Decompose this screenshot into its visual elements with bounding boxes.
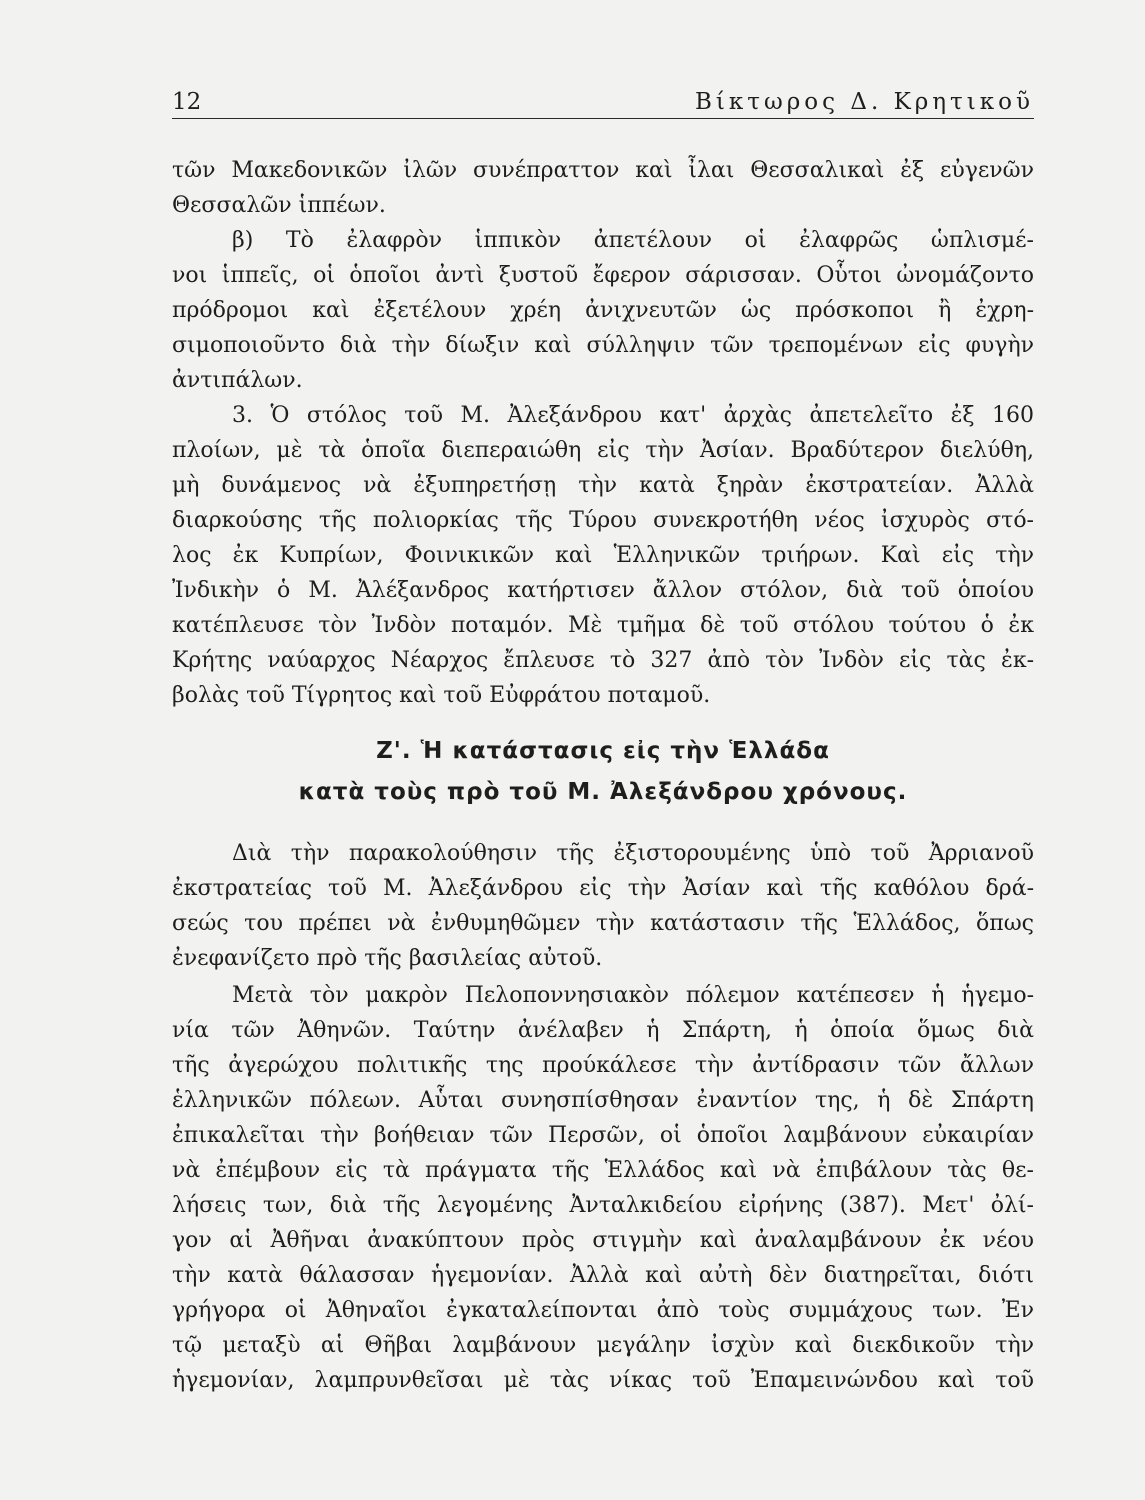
text-line: β) Τὸ ἐλαφρὸν ἱππικὸν ἀπετέλουν οἱ ἐλαφρῶς ὡπλισμέ- — [232, 228, 1034, 253]
text-line: γον αἱ Ἀθῆναι ἀνακύπτουν πρὸς στιγμὴν καὶ ἀναλαμβάνουν ἐκ νέου — [172, 1228, 1034, 1253]
text-line: Μετὰ τὸν μακρὸν Πελοποννησιακὸν πόλεμον κατέπεσεν ἡ ἡγεμο- — [232, 983, 1034, 1008]
text-line: κατέπλευσε τὸν Ἰνδὸν ποταμόν. Μὲ τμῆμα δὲ τοῦ στόλου τούτου ὁ ἐκ — [172, 613, 1034, 638]
text-line: τῆς ἀγερώχου πολιτικῆς της προύκάλεσε τὴν ἀντίδρασιν τῶν ἄλλων — [172, 1053, 1034, 1078]
text-line: Κρήτης ναύαρχος Νέαρχος ἔπλευσε τὸ 327 ἀπὸ τὸν Ἰνδὸν εἰς τὰς ἐκ- — [172, 648, 1034, 673]
body-text — [172, 153, 1034, 1398]
paragraph — [172, 223, 1034, 398]
text-line: νία τῶν Ἀθηνῶν. Ταύτην ἀνέλαβεν ἡ Σπάρτη, ἡ ὁποία ὅμως διὰ — [172, 1018, 1034, 1043]
text-line: τῶν Μακεδονικῶν ἰλῶν συνέπραττον καὶ ἶλαι Θεσσαλικαὶ ἐξ εὐγενῶν — [172, 158, 1034, 183]
running-head: Βίκτωρος Δ. Κρητικοῦ — [695, 89, 1034, 115]
paragraph — [172, 978, 1034, 1398]
text-line: ἑλληνικῶν πόλεων. Αὗται συνησπίσθησαν ἐναντίον της, ἡ δὲ Σπάρτη — [172, 1088, 1034, 1113]
text-line: διαρκούσης τῆς πολιορκίας τῆς Τύρου συνεκροτήθη νέος ἰσχυρὸς στό- — [172, 508, 1034, 533]
text-line: Ἰνδικὴν ὁ Μ. Ἀλέξανδρος κατήρτισεν ἄλλον στόλον, διὰ τοῦ ὁποίου — [172, 578, 1034, 603]
page-number: 12 — [172, 89, 202, 115]
text-line: λήσεις των, διὰ τῆς λεγομένης Ἀνταλκιδείου εἰρήνης (387). Μετ' ὀλί- — [172, 1193, 1034, 1218]
text-line: ἐκστρατείας τοῦ Μ. Ἀλεξάνδρου εἰς τὴν Ἀσίαν καὶ τῆς καθόλου δρά- — [172, 876, 1034, 901]
text-line: 3. Ὁ στόλος τοῦ Μ. Ἀλεξάνδρου κατ' ἀρχὰς ἀπετελεῖτο ἐξ 160 — [232, 403, 1034, 428]
text-line: τὴν κατὰ θάλασσαν ἡγεμονίαν. Ἀλλὰ καὶ αὐτὴ δὲν διατηρεῖται, διότι — [172, 1263, 1034, 1288]
text-line: βολὰς τοῦ Τίγρητος καὶ τοῦ Εὐφράτου ποταμοῦ. — [172, 683, 711, 708]
text-line: νοι ἱππεῖς, οἱ ὁποῖοι ἀντὶ ξυστοῦ ἔφερον σάρισσαν. Οὗτοι ὠνομάζοντο — [172, 263, 1034, 288]
text-line: γρήγορα οἱ Ἀθηναῖοι ἐγκαταλείπονται ἀπὸ τοὺς συμμάχους των. Ἐν — [172, 1298, 1034, 1323]
text-line: λος ἐκ Κυπρίων, Φοινικικῶν καὶ Ἑλληνικῶν τριήρων. Καὶ εἰς τὴν — [172, 543, 1034, 568]
text-line: νὰ ἐπέμβουν εἰς τὰ πράγματα τῆς Ἑλλάδος καὶ νὰ ἐπιβάλουν τὰς θε- — [172, 1158, 1034, 1183]
paragraph — [172, 836, 1034, 976]
text-line: πρόδρομοι καὶ ἐξετέλουν χρέη ἀνιχνευτῶν ὡς πρόσκοποι ἢ ἐχρη- — [172, 298, 1034, 323]
text-line: σιμοποιοῦντο διὰ τὴν δίωξιν καὶ σύλληψιν τῶν τρεπομένων εἰς φυγὴν — [172, 333, 1034, 358]
text-line: πλοίων, μὲ τὰ ὁποῖα διεπεραιώθη εἰς τὴν Ἀσίαν. Βραδύτερον διελύθη, — [172, 438, 1034, 463]
text-line: ἡγεμονίαν, λαμπρυνθεῖσαι μὲ τὰς νίκας τοῦ Ἐπαμεινώνδου καὶ τοῦ — [172, 1368, 1034, 1393]
text-line: τῷ μεταξὺ αἱ Θῆβαι λαμβάνουν μεγάλην ἰσχὺν καὶ διεκδικοῦν τὴν — [172, 1333, 1034, 1358]
text-line: ἐνεφανίζετο πρὸ τῆς βασιλείας αὐτοῦ. — [172, 946, 603, 971]
section-heading-line-1: Ζ'. Ἡ κατάστασις εἰς τὴν Ἑλλάδα — [376, 738, 830, 764]
text-line: σεώς του πρέπει νὰ ἐνθυμηθῶμεν τὴν κατάστασιν τῆς Ἑλλάδος, ὅπως — [172, 911, 1034, 936]
text-line: ἀντιπάλων. — [172, 368, 303, 393]
paragraph — [172, 398, 1034, 713]
section-heading — [172, 731, 1034, 813]
text-line: μὴ δυνάμενος νὰ ἐξυπηρετήσῃ τὴν κατὰ ξηρὰν ἐκστρατείαν. Ἀλλὰ — [172, 473, 1034, 498]
section-heading-line-2: κατὰ τοὺς πρὸ τοῦ Μ. Ἀλεξάνδρου χρόνους. — [298, 779, 908, 805]
page-header — [172, 84, 1034, 119]
paragraph — [172, 153, 1034, 223]
text-line: ἐπικαλεῖται τὴν βοήθειαν τῶν Περσῶν, οἱ ὁποῖοι λαμβάνουν εὐκαιρίαν — [172, 1123, 1034, 1148]
text-line: Διὰ τὴν παρακολούθησιν τῆς ἐξιστορουμένης ὑπὸ τοῦ Ἀρριανοῦ — [232, 841, 1034, 866]
text-line: Θεσσαλῶν ἱππέων. — [172, 193, 386, 218]
